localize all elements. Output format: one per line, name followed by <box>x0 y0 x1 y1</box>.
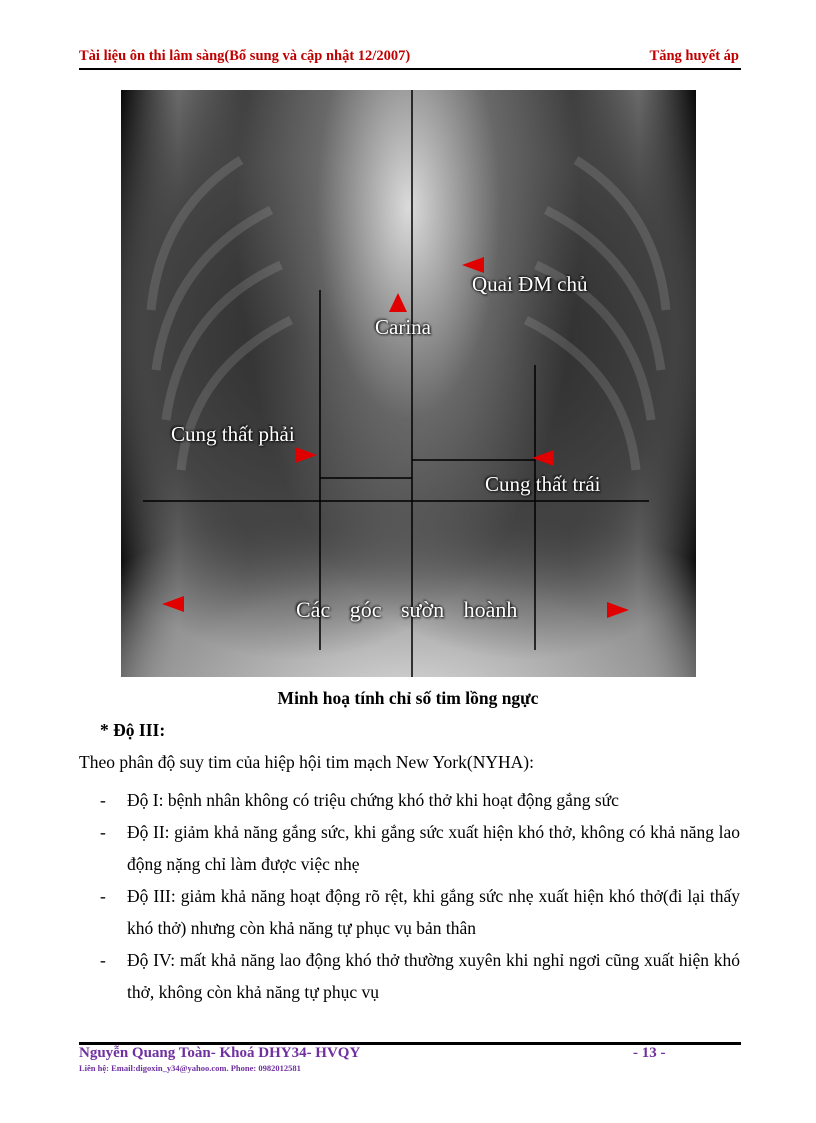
carina-marker <box>389 293 407 312</box>
list-dash: - <box>100 790 106 810</box>
right-ventricle-marker <box>295 447 317 463</box>
list-item-text: Độ III: giảm khả năng hoạt động rõ rệt, khi gắng sức nhẹ xuất hiện khó thở(đi lại thấy khó thở) nhưng còn khả năng tự phục vụ bản thân <box>127 886 740 938</box>
list-item <box>100 784 740 816</box>
list-item-text: Độ II: giảm khả năng gắng sức, khi gắng sức xuất hiện khó thở, không có khả năng lao động nặng chỉ làm được việc nhẹ <box>127 822 740 874</box>
intro-paragraph: Theo phân độ suy tim của hiệp hội tim mạch New York(NYHA): <box>79 752 534 772</box>
list-dash: - <box>100 886 106 906</box>
chest-xray-figure <box>121 90 696 677</box>
footer-contact: Liên hệ: Email:digoxin_y34@yahoo.com. Phone: 0982012581 <box>79 1063 301 1073</box>
list-dash: - <box>100 822 106 842</box>
list-item <box>100 880 740 944</box>
footer-author: Nguyễn Quang Toàn- Khoá DHY34- HVQY <box>79 1045 361 1061</box>
section-heading: * Độ III: <box>100 720 166 740</box>
list-item <box>100 944 740 1008</box>
header-topic: Tăng huyết áp <box>649 48 739 64</box>
left-angle-marker <box>607 602 629 618</box>
label-right-ventricle-arc: Cung thất phải <box>171 422 295 446</box>
aortic-arch-marker <box>462 257 484 273</box>
right-angle-marker <box>162 596 184 612</box>
label-costophrenic-angles: Các góc sườn hoành <box>296 597 518 622</box>
label-carina: Carina <box>375 315 431 339</box>
page-number: - 13 - <box>633 1045 666 1061</box>
list-dash: - <box>100 950 106 970</box>
xray-annotations <box>121 90 696 677</box>
list-item-text: Độ IV: mất khả năng lao động khó thở thường xuyên khi nghỉ ngơi cũng xuất hiện khó thở, không còn khả năng tự phục vụ <box>127 950 740 1002</box>
figure-caption: Minh hoạ tính chỉ số tim lồng ngực <box>277 688 539 708</box>
label-left-ventricle-arc: Cung thất trái <box>485 472 601 496</box>
page-header <box>79 48 739 65</box>
list-item-text: Độ I: bệnh nhân không có triệu chứng khó thở khi hoạt động gắng sức <box>127 790 619 810</box>
label-aortic-arch: Quai ĐM chủ <box>472 272 588 296</box>
header-rule <box>79 68 741 70</box>
list-item <box>100 816 740 880</box>
header-document-title: Tài liệu ôn thi lâm sàng(Bổ sung và cập nhật 12/2007) <box>79 48 411 64</box>
nyha-class-list <box>100 784 740 1008</box>
